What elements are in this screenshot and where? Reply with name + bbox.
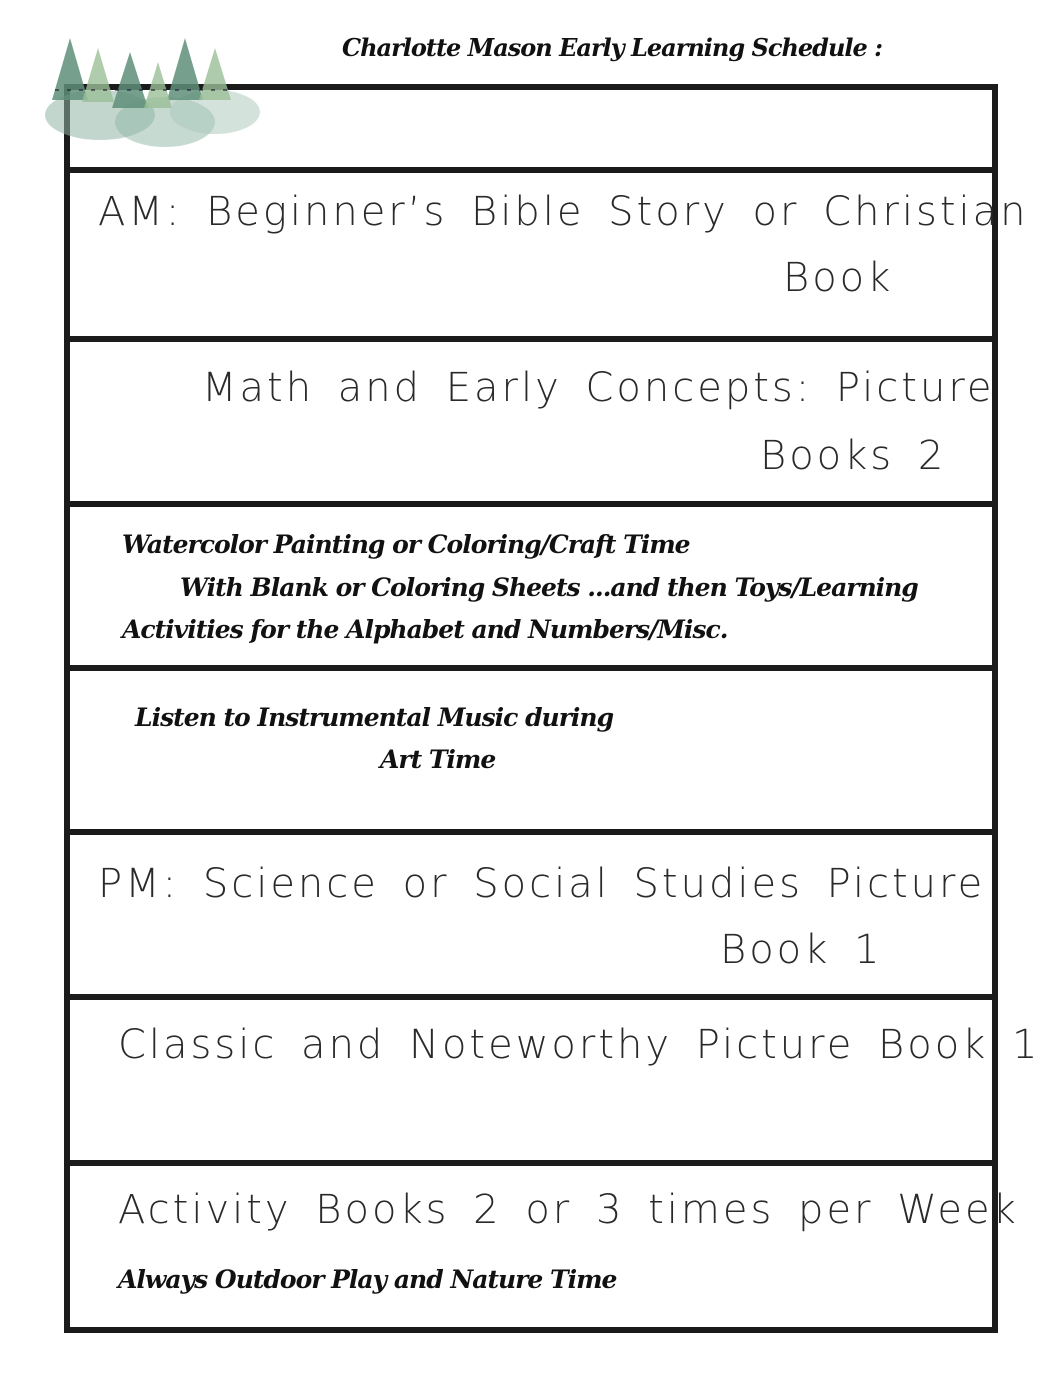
row-divider: [64, 501, 998, 507]
row-divider: [64, 829, 998, 835]
pine-trees-watercolor-illustration: [40, 30, 260, 150]
row-divider: [64, 665, 998, 671]
row-pm-science-line1: PM: Science or Social Studies Picture: [98, 861, 986, 907]
row-am-bible-line2: Book: [783, 255, 894, 301]
row-classic-books: Classic and Noteworthy Picture Book 1: [118, 1022, 1041, 1068]
table-border-right: [992, 85, 998, 1333]
row-music-line2: Art Time: [380, 745, 496, 774]
row-divider: [64, 167, 998, 173]
row-divider: [64, 336, 998, 342]
row-divider: [64, 1160, 998, 1166]
row-art-line2: With Blank or Coloring Sheets ...and then Toys/Learning: [180, 573, 918, 602]
row-divider: [64, 994, 998, 1000]
row-math-line2: Books 2: [760, 433, 947, 479]
row-art-line3: Activities for the Alphabet and Numbers/Misc.: [122, 615, 728, 644]
row-pm-science-line2: Book 1: [720, 927, 883, 973]
row-divider: [64, 1327, 998, 1333]
row-outdoor-play: Always Outdoor Play and Nature Time: [118, 1265, 617, 1294]
row-activity-books: Activity Books 2 or 3 times per Week: [118, 1187, 1019, 1233]
row-am-bible-line1: AM: Beginner’s Bible Story or Christian: [98, 189, 1029, 235]
table-border-left: [64, 85, 70, 1333]
row-art-line1: Watercolor Painting or Coloring/Craft Time: [122, 530, 690, 559]
row-math-line1: Math and Early Concepts: Picture: [202, 365, 995, 411]
page-title: Charlotte Mason Early Learning Schedule :: [342, 33, 883, 62]
row-music-line1: Listen to Instrumental Music during: [135, 703, 614, 732]
